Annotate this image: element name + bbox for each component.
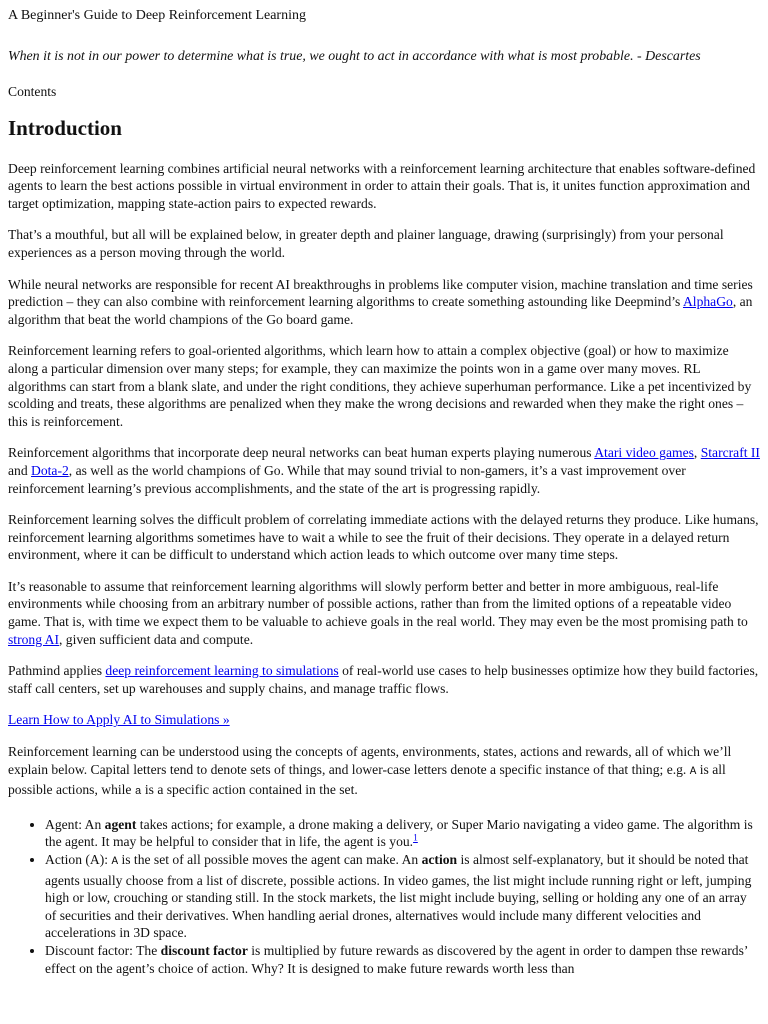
inline-code: A [689,765,697,778]
paragraph-intro-3 [8,276,760,329]
contents-label: Contents [8,84,57,99]
paragraph-text: Reinforcement algorithms that incorporate deep neural networks can beat human experts playing numerous [8,445,595,461]
definition-item-discount-factor [45,942,760,977]
paragraph-text: , as well as the world champions of Go. While that may sound trivial to non-gamers, it’s a vast improvement over reinforcement learning’s previous accomplishments, and the state of the art is progressing rapidly. [8,462,686,496]
paragraph-intro-9 [8,743,760,802]
paragraph-text: , [693,445,701,461]
paragraph-intro-8 [8,662,760,697]
paragraph-text: Pathmind applies [8,663,106,679]
paragraph-text: While neural networks are responsible for recent AI breakthroughs in problems like computer vision, machine translation and time series prediction – they can also combine with reinforcement learning algorithms to create something astounding like Deepmind’s [8,276,753,310]
inline-code: A [111,856,119,868]
article [8,0,760,977]
definition-term: action [421,852,458,867]
paragraph-intro-5 [8,444,760,497]
paragraph-text: , given sufficient data and compute. [58,631,254,647]
starcraft-ii-link[interactable]: Starcraft II [700,445,760,461]
paragraph-text: is all possible actions, while [8,761,726,798]
definition-text: takes actions; for example, a drone making a delivery, or Super Mario navigating a video game. The algorithm is the agent. It may be helpful to consider that in life, the agent is you. [45,816,753,850]
definition-lead: Agent: An [45,816,105,832]
drl-simulations-link[interactable]: deep reinforcement learning to simulations [105,663,339,679]
paragraph-intro-2: That’s a mouthful, but all will be explained below, in greater depth and plainer language, drawing (surprisingly) from your personal experiences as a person moving through the world. [8,227,724,260]
definition-item-agent [45,816,760,851]
paragraph-text: Reinforcement learning can be understood using the concepts of agents, environments, states, actions and rewards, all of which we’ll explain below. Capital letters tend to denote sets of things, and lower-case letters denote a specific instance of that thing; e.g. [8,744,732,777]
strong-ai-link[interactable]: strong AI [8,631,59,647]
cta-paragraph [8,711,760,729]
footnote-link[interactable]: 1 [413,833,418,844]
definition-term: agent [104,816,137,832]
alphago-link[interactable]: AlphaGo [682,294,733,310]
definition-text: is the set of all possible moves the agent can make. An [118,852,422,867]
definition-term: discount factor [160,942,248,958]
paragraph-intro-1: Deep reinforcement learning combines artificial neural networks with a reinforcement learning architecture that enables software-defined agents to learn the best actions possible in virtual environment in order to attain their goals. That is, it unites function approximation and target optimization, mapping state-action pairs to expected rewards. [8,160,756,211]
dota-2-link[interactable]: Dota-2 [31,462,69,478]
paragraph-text: is a specific action contained in the set. [141,782,358,798]
paragraph-intro-6: Reinforcement learning solves the difficult problem of correlating immediate actions with the delayed returns they produce. Like humans, reinforcement learning algorithms sometimes have to wait a while to see the fruit of their decisions. They operate in a delayed return environment, where it can be difficult to understand which action leads to which outcome over many time steps. [8,512,759,563]
inline-code: a [134,786,142,799]
definition-text: is almost self-explanatory, but it should be noted that agents usually choose from a list of discrete, possible actions. In video games, the list might include running right or left, jumping high or low, crouching or standing still. In the stock markets, the list might include buying, selling or holding any one of an array of securities and their derivatives. When handling aerial drones, alternatives would include many different velocities and accelerations in 3D space. [45,852,752,941]
document-title: A Beginner's Guide to Deep Reinforcement Learning [8,8,306,23]
definition-lead: Action (A): [45,852,112,867]
paragraph-text: and [8,462,32,478]
paragraph-intro-4: Reinforcement learning refers to goal-oriented algorithms, which learn how to attain a complex objective (goal) or how to maximize along a particular dimension over many steps; for example, they can maximize the points won in a game over many moves. RL algorithms can start from a blank slate, and under the right conditions, they achieve superhuman performance. Like a pet incentivized by scolding and treats, these algorithms are penalized when they make the wrong decisions and rewarded when they make the right ones – this is reinforcement. [8,343,752,429]
paragraph-text: of real-world use cases to help businesses optimize how they build factories, staff call centers, set up warehouses and supply chains, and manage traffic flows. [8,663,759,696]
paragraph-intro-7 [8,578,760,648]
paragraph-text: , an algorithm that beat the world champions of the Go board game. [8,294,753,327]
atari-video-games-link[interactable]: Atari video games [594,445,694,461]
paragraph-text: It’s reasonable to assume that reinforcement learning algorithms will slowly perform better and better in more ambiguous, real-life environments while choosing from an arbitrary number of possible actions, rather than from the limited options of a repeatable video game. That is, with time we expect them to be valuable to achieve goals in the real world. They may even be the most promising path to [8,578,748,630]
definition-item-action [45,851,760,942]
definition-text: is multiplied by future rewards as discovered by the agent in order to dampen thse rewards’ effect on the agent’s choice of action. Why? It is designed to make future rewards worth less than [45,942,748,976]
definition-lead: Discount factor: The [45,942,161,958]
learn-apply-ai-link[interactable]: Learn How to Apply AI to Simulations » [8,712,230,728]
section-heading-introduction: Introduction [8,115,122,140]
epigraph-quote: When it is not in our power to determine what is true, we ought to act in accordance with what is most probable. - Descartes [8,49,701,64]
definitions-list [8,816,760,977]
